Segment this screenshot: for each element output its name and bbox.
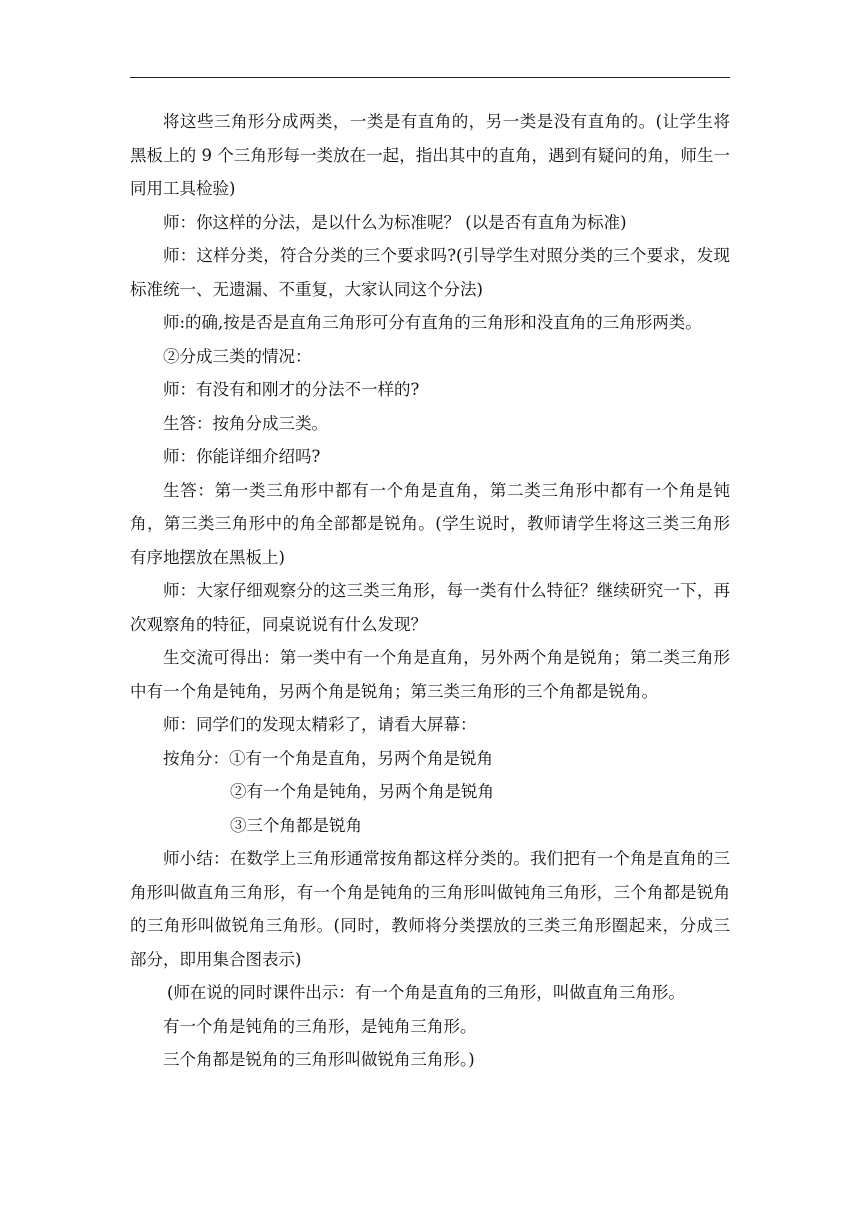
paragraph-teacher-confirm: 师:的确,按是否是直角三角形可分有直角的三角形和没直角的三角形两类。 (163, 313, 702, 332)
paragraph-teacher-screen: 师：同学们的发现太精彩了，请看大屏幕： (163, 715, 477, 734)
paragraph-courseware-2: 有一个角是钝角的三角形，是钝角三角形。 (163, 1016, 477, 1036)
paragraph-teacher-observe: 师：大家仔细观察分的这三类三角形，每一类有什么特征？继续研究一下，再次观察角的特征，同桌说说有什么发现？ (130, 581, 730, 634)
paragraph-student-findings: 生交流可得出：第一类中有一个角是直角，另外两个角是锐角；第二类三角形中有一个角是钝角，另两个角是锐角；第三类三角形的三个角都是锐角。 (130, 648, 730, 701)
paragraph-teacher-summary: 师小结：在数学上三角形通常按角都这样分类的。我们把有一个角是直角的三角形叫做直角三角形，有一个角是钝角的三角形叫做钝角三角形，三个角都是锐角的三角形叫做锐角三角形。(同时，教师将分类摆放的三类三角形圈起来，分成三部分，即用集合图表示) (130, 849, 730, 969)
list-by-angle-item-3: ③三个角都是锐角 (230, 815, 362, 835)
document-body (130, 105, 730, 1077)
paragraph-student-detail: 生答：第一类三角形中都有一个角是直角，第二类三角形中都有一个角是钝角，第三类三角形中的角全部都是锐角。(学生说时，教师请学生将这三类三角形有序地摆放在黑板上) (130, 480, 730, 567)
paragraph-courseware-3: 三个角都是锐角的三角形叫做锐角三角形。) (163, 1050, 475, 1069)
paragraph-courseware-1: (师在说的同时课件出示：有一个角是直角的三角形，叫做直角三角形。 (167, 983, 685, 1002)
paragraph-teacher-standard: 师：你这样的分法，是以什么为标准呢？ (以是否有直角为标准) (163, 212, 627, 232)
paragraph-teacher-question: 师：有没有和刚才的分法不一样的? (163, 380, 420, 399)
list-by-angle-item-2: ②有一个角是钝角，另两个角是锐角 (230, 782, 494, 801)
paragraph-three-classes-heading: ②分成三类的情况： (163, 346, 312, 366)
paragraph-teacher-requirements: 师：这样分类，符合分类的三个要求吗?(引导学生对照分类的三个要求，发现标准统一、无遗漏、不重复，大家认同这个分法) (130, 246, 730, 299)
list-by-angle-item-1: 按角分：①有一个角是直角，另两个角是锐角 (163, 748, 493, 768)
paragraph-teacher-detail: 师：你能详细介绍吗? (163, 447, 321, 466)
paragraph-student-answer: 生答：按角分成三类。 (163, 413, 328, 433)
header-rule (130, 77, 730, 78)
paragraph-classify-two: 将这些三角形分成两类，一类是有直角的，另一类是没有直角的。(让学生将黑板上的 9 个三角形每一类放在一起，指出其中的直角，遇到有疑问的角，师生一同用工具检验) (130, 112, 730, 198)
